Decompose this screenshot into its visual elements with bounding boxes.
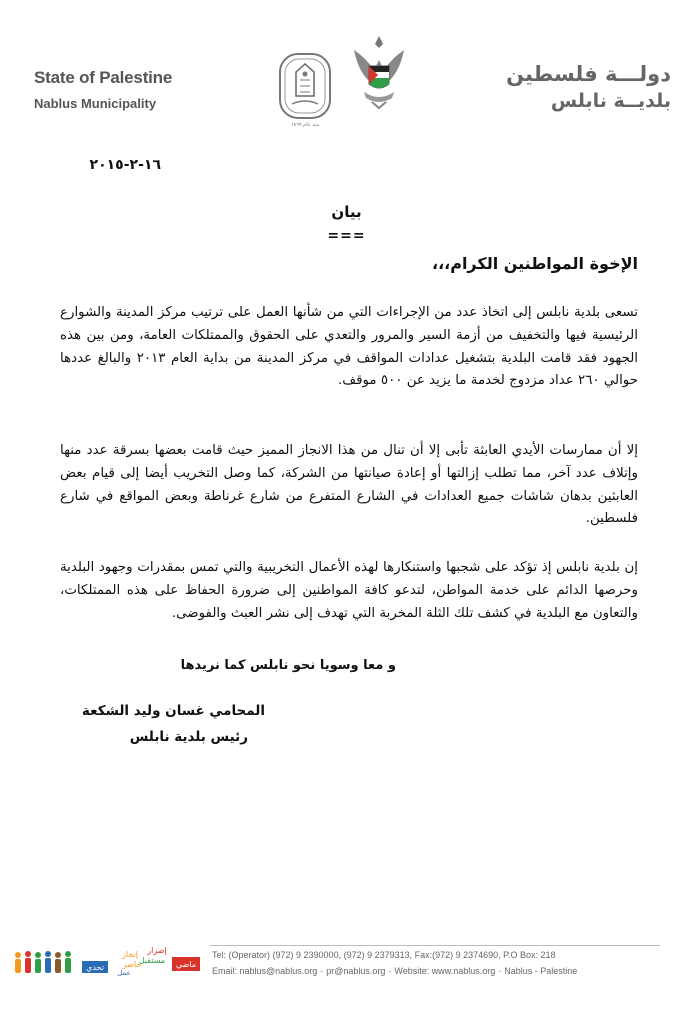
footer-location: Nablus - Palestine <box>504 966 578 976</box>
paragraph-3: إن بلدية نابلس إذ تؤكد على شجبها واستنكارها لهذه الأعمال التخريبية والتي تمس بمقدرات وجهود البلدية وحرصها الدائم على خدمة المواطن، لتدعو كافة المواطنين إلى ضرورة الحفاظ على هذه الممتلكات، والتعاون مع البلدية في كشف تلك الثلة المخربة التي تهدف إلى نشر العبث والفوضى. <box>60 560 638 621</box>
footer-website[interactable]: Website: www.nablus.org <box>394 966 496 976</box>
header-english <box>34 68 194 111</box>
logo-word-1: إصرار <box>147 946 167 955</box>
footer-separator: - <box>498 966 502 976</box>
logo-word-7: عمل <box>117 969 131 977</box>
municipality-seal-icon <box>278 52 332 124</box>
header-municipality-en: Nablus Municipality <box>34 96 157 111</box>
footer-email-1[interactable]: nablus@nablus.org <box>239 966 318 976</box>
footer-separator: - <box>388 966 392 976</box>
footer-divider <box>210 945 660 946</box>
logo-word-3: إنجاز <box>122 950 138 959</box>
paragraph-1: تسعى بلدية نابلس إلى اتخاذ عدد من الإجراءات التي من شأنها العمل على ترتيب مركز المدينة والشوارع الرئيسية فيها والتخفيف من أزمة السير والمرور والتعدي على الحقوق والممتلكات العامة، ومن بين هذه الجهود فقد قامت البلدية بتشغيل عدادات المواقف في مركز المدينة من بداية العام ٢٠١٣ والبالغ عددها حوالي ٢٦٠ عداد مزدوج لخدمة ما يزيد عن ٥٠٠ موقف. <box>60 305 639 389</box>
people-figures-icon <box>15 951 71 973</box>
campaign-logo <box>12 945 202 979</box>
letter-title: بيان <box>331 203 362 221</box>
logo-word-4: حاضر <box>122 960 142 969</box>
header-municipality-ar: بلديــة نابلس <box>550 90 671 112</box>
footer-contact-web <box>212 966 577 976</box>
footer-contact-phone: Tel: (Operator) (972) 9 2390000, (972) 9 2379313, Fax:(972) 9 2374690, P.O Box: 218 <box>212 950 556 960</box>
footer-email-2[interactable]: pr@nablus.org <box>326 966 386 976</box>
logo-word-5: ماضي <box>175 960 197 969</box>
salutation: الإخوة المواطنين الكرام،،، <box>431 254 638 273</box>
signature-name: المحامي غسان وليد الشكعة <box>81 703 265 719</box>
header-arabic <box>501 62 671 112</box>
title-separator: === <box>327 228 366 244</box>
signature-title: رئيس بلدية نابلس <box>129 729 248 745</box>
paragraph-2: إلا أن ممارسات الأيدي العابثة تأبى إلا أن تنال من هذا الانجاز المميز حيث قامت بعضها بسرقة عدد منها وإتلاف عدد آخر، مما تطلب إزالتها أو إعادة صيانتها من الشركة، كما وصل التخريب أيضا إلى قيام بعض العابثين بدهان شاشات جميع العدادات في الشارع المتفرع من شارع غرناطة وبعض المواقع في شارع فلسطين. <box>60 443 638 527</box>
header-state-en: State of Palestine <box>34 68 173 87</box>
logo-word-2: مستقبل <box>138 956 166 965</box>
closing-slogan: و معا وسويا نحو نابلس كما نريدها <box>180 658 396 673</box>
footer-separator: - <box>320 966 324 976</box>
footer-email-label: Email: <box>212 966 240 976</box>
header-state-ar: دولـــة فلسطين <box>506 62 671 86</box>
seal-caption: منذ عام ١٨٦٩ <box>290 122 320 128</box>
palestine-eagle-emblem-icon <box>350 32 408 112</box>
logo-word-6: تحدي <box>86 963 104 972</box>
letter-date: ١٦-٢-٢٠١٥ <box>89 157 161 173</box>
